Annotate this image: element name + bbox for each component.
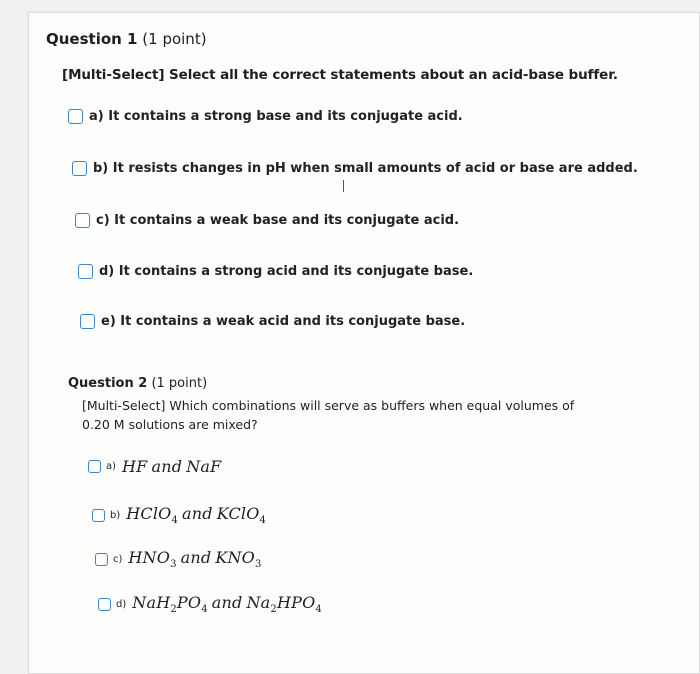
question-1-points: (1 point) xyxy=(142,30,207,48)
formula-right-subscript: 3 xyxy=(255,559,262,571)
formula-right: NaF xyxy=(186,457,222,476)
question-2-number: Question 2 xyxy=(68,376,148,391)
formula-left-subscript-b: 4 xyxy=(201,604,208,616)
checkbox[interactable] xyxy=(98,598,111,611)
question-1-title xyxy=(46,30,207,48)
formula-right: KNO xyxy=(215,548,255,567)
option-label: c) It contains a weak base and its conjugate acid. xyxy=(96,213,460,228)
option-formula xyxy=(126,504,266,526)
formula-left-b: PO xyxy=(176,593,202,612)
option-letter: a) xyxy=(106,461,117,472)
option-label: b) It resists changes in pH when small amounts of acid or base are added. xyxy=(93,161,638,176)
formula-and: and xyxy=(151,457,183,476)
checkbox[interactable] xyxy=(80,314,95,329)
checkbox[interactable] xyxy=(78,264,93,279)
checkbox[interactable] xyxy=(92,509,105,522)
q2-option-d[interactable] xyxy=(98,593,322,615)
formula-left: HNO xyxy=(128,548,171,567)
formula-left-subscript: 3 xyxy=(170,559,177,571)
question-1-prompt: [Multi-Select] Select all the correct statements about an acid-base buffer. xyxy=(62,67,618,83)
question-2-points: (1 point) xyxy=(151,376,208,391)
formula-left: HClO xyxy=(126,504,172,523)
q1-option-b[interactable] xyxy=(72,161,638,176)
q1-option-a[interactable] xyxy=(68,109,463,124)
question-2-prompt: [Multi-Select] Which combinations will serve as buffers when equal volumes of 0.20 M solutions are mixed? xyxy=(82,398,575,432)
checkbox[interactable] xyxy=(75,213,90,228)
option-letter: d) xyxy=(116,598,127,610)
formula-right-subscript: 4 xyxy=(259,515,267,527)
checkbox[interactable] xyxy=(72,161,87,176)
formula-left: HF xyxy=(122,457,148,476)
q1-option-c[interactable] xyxy=(75,213,459,228)
question-1-number: Question 1 xyxy=(46,30,138,48)
option-formula xyxy=(132,593,322,615)
formula-right-b: HPO xyxy=(276,593,316,612)
formula-right-subscript-a: 2 xyxy=(270,604,277,616)
option-label: e) It contains a weak acid and its conjugate base. xyxy=(101,314,466,329)
q1-option-e[interactable] xyxy=(80,314,465,329)
formula-and: and xyxy=(211,593,243,612)
formula-right: KClO xyxy=(216,504,260,523)
option-letter: c) xyxy=(113,553,123,565)
question-2-title xyxy=(68,376,207,391)
option-formula xyxy=(128,548,261,570)
checkbox[interactable] xyxy=(68,109,83,124)
formula-and: and xyxy=(182,504,213,523)
option-label: d) It contains a strong acid and its conjugate base. xyxy=(99,264,474,279)
option-letter: b) xyxy=(110,509,121,521)
option-label: a) It contains a strong base and its conjugate acid. xyxy=(89,109,463,124)
q1-option-d[interactable] xyxy=(78,264,473,279)
formula-right-subscript-b: 4 xyxy=(315,604,322,616)
formula-right-a: Na xyxy=(246,593,271,612)
q2-option-a[interactable] xyxy=(88,457,221,476)
option-formula xyxy=(122,457,221,476)
formula-left-subscript-a: 2 xyxy=(170,604,177,616)
formula-and: and xyxy=(180,548,212,567)
q2-option-b[interactable] xyxy=(92,504,266,526)
q2-option-c[interactable] xyxy=(95,548,262,570)
checkbox[interactable] xyxy=(88,460,101,473)
checkbox[interactable] xyxy=(95,553,108,566)
formula-left-subscript: 4 xyxy=(171,515,179,527)
formula-left-a: NaH xyxy=(132,593,171,612)
text-cursor-mark xyxy=(343,180,344,192)
